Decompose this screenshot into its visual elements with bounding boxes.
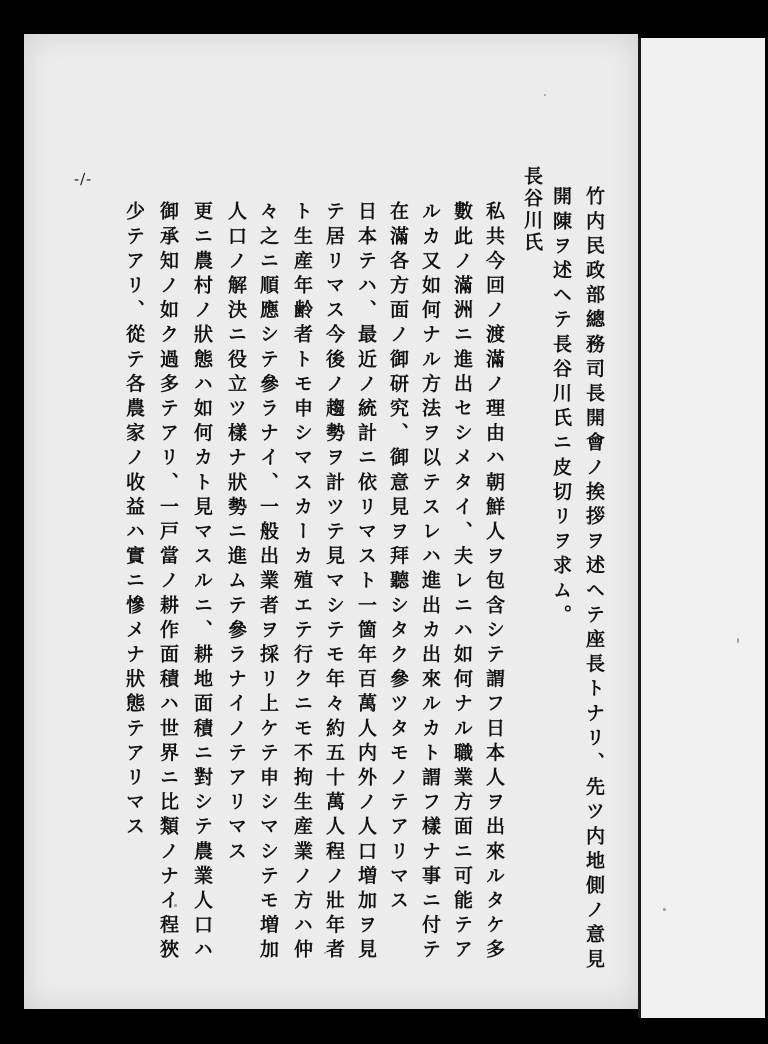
text-line-14: 御承知ノ如ク過多テアリ、一戸當ノ耕作面積ハ世界ニ比類ノナイ程狹 <box>157 201 179 964</box>
speaker-name: 長谷川氏 <box>521 166 543 254</box>
text-line-10: ト生産年齢者トモ申シマスカーカ殖エテ行クニモ不拘生産業ノ方ハ仲 <box>291 201 313 964</box>
text-line-15: 少テアリ、從テ各農家ノ收益ハ實ニ慘メナ狀態テアリマス <box>123 201 145 841</box>
text-line-8: 日本テハ、最近ノ統計ニ依リマスト一箇年百萬人内外ノ人口増加ヲ見 <box>355 201 377 964</box>
adjacent-page-edge <box>638 38 765 1018</box>
text-line-12: 人口ノ解決ニ役立ツ樣ナ狀勢ニ進ムテ參ラナイノテアリマス <box>225 201 247 866</box>
text-line-13: 更ニ農村ノ狀態ハ如何カト見マスルニ、耕地面積ニ對シテ農業人口ハ <box>191 201 213 964</box>
text-line-2: 開陳ヲ述ヘテ長谷川氏ニ皮切リヲ求ム。 <box>550 186 572 629</box>
page-number: -/- <box>74 170 93 188</box>
text-line-7: 在滿各方面ノ御研究、御意見ヲ拜聽シタク參ツタモノテアリマス <box>387 201 409 915</box>
text-line-11: 々之ニ順應シテ參ラナイ、一般出業者ヲ採リ上ケテ申シマシテモ増加 <box>257 201 279 964</box>
text-line-9: テ居リマス今後ノ趨勢ヲ計ツテ見マシテモ年々約五十萬人程ノ壯年者 <box>323 201 345 964</box>
text-line-6: ルカ又如何ナル方法ヲ以テスレハ進出カ出來ルカト謂フ樣ナ事ニ付テ <box>419 201 441 964</box>
text-line-4: 私共今回ノ渡滿ノ理由ハ朝鮮人ヲ包含シテ謂フ日本人ヲ出來ルタケ多 <box>483 201 505 964</box>
text-line-5: 數此ノ滿洲ニ進出セシメタイ、夫レニハ如何ナル職業方面ニ可能テア <box>451 201 473 964</box>
text-line-1: 竹内民政部總務司長開會ノ挨拶ヲ述ヘテ座長トナリ、先ツ内地側ノ意見 <box>583 186 605 974</box>
